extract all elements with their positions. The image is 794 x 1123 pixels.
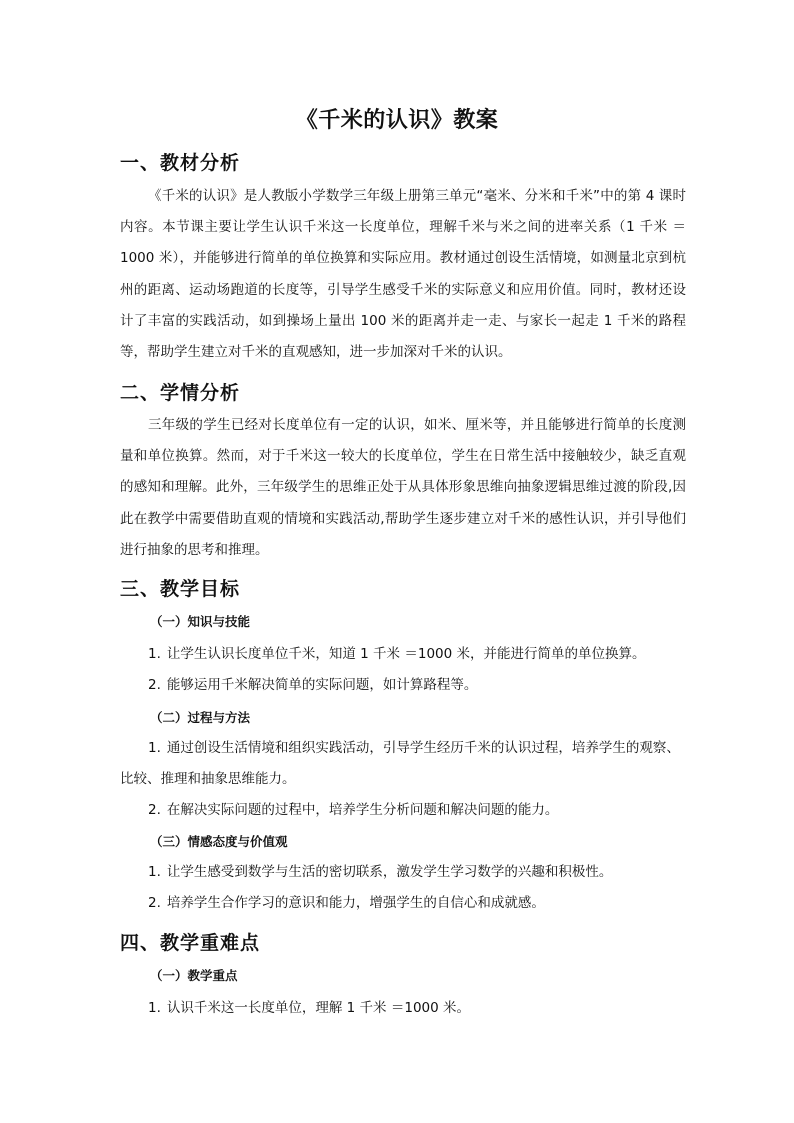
subsection-heading-key-points: （一）教学重点 bbox=[150, 968, 238, 983]
item-text: 让学生认识长度单位千米，知道 1 千米 ＝1000 米，并能进行简单的单位换算。 bbox=[166, 646, 646, 662]
list-item bbox=[120, 670, 680, 701]
list-item bbox=[120, 888, 680, 919]
subsection-heading-process: （二）过程与方法 bbox=[150, 710, 251, 725]
item-text: 让学生感受到数学与生活的密切联系，激发学生学习数学的兴趣和积极性。 bbox=[166, 864, 613, 880]
section-paragraph-1: 《千米的认识》是人教版小学数学三年级上册第三单元“毫米、分米和千米”中的第 4 课时内容。本节课主要让学生认识千米这一长度单位，理解千米与米之间的进率关系（1 千米 ＝1000 米），并能够进行简单的单位换算和实际应用。教材通过创设生活情境，如测量北京到杭州的距离、运动场跑道的长度等，引导学生感受千米的实际意义和应用价值。同时，教材还设计了丰富的实践活动，如到操场上量出 100 米的距离并走一走、与家长一起走 1 千米的路程等，帮助学生建立对千米的直观感知，进一步加深对千米的认识。 bbox=[120, 188, 686, 361]
list-item bbox=[120, 795, 680, 826]
item-number: 1. bbox=[148, 646, 161, 662]
subsection-heading-knowledge: （一）知识与技能 bbox=[150, 614, 251, 629]
item-number: 1. bbox=[148, 864, 161, 880]
section-heading-2: 二、学情分析 bbox=[120, 382, 241, 404]
item-number: 2. bbox=[148, 802, 161, 818]
item-number: 1. bbox=[148, 1000, 161, 1016]
list-item bbox=[120, 993, 680, 1024]
item-text: 培养学生合作学习的意识和能力，增强学生的自信心和成就感。 bbox=[166, 895, 545, 911]
item-text: 认识千米这一长度单位，理解 1 千米 ＝1000 米。 bbox=[166, 1000, 471, 1016]
list-item bbox=[120, 733, 680, 795]
document-title: 《千米的认识》教案 bbox=[295, 108, 499, 133]
item-text: 能够运用千米解决简单的实际问题，如计算路程等。 bbox=[166, 677, 478, 693]
subsection-heading-attitude: （三）情感态度与价值观 bbox=[150, 834, 288, 849]
item-number: 2. bbox=[148, 895, 161, 911]
item-text: 在解决实际问题的过程中，培养学生分析问题和解决问题的能力。 bbox=[166, 802, 559, 818]
section-heading-1: 一、教材分析 bbox=[120, 152, 241, 174]
section-paragraph-2: 三年级的学生已经对长度单位有一定的认识，如米、厘米等，并且能够进行简单的长度测量和单位换算。然而，对于千米这一较大的长度单位，学生在日常生活中接触较少，缺乏直观的感知和理解。此外，三年级学生的思维正处于从具体形象思维向抽象逻辑思维过渡的阶段,因此在教学中需要借助直观的情境和实践活动,帮助学生逐步建立对千米的感性认识，并引导他们进行抽象的思考和推理。 bbox=[120, 417, 686, 558]
list-item bbox=[120, 639, 680, 670]
section-heading-4: 四、教学重难点 bbox=[120, 932, 261, 954]
item-text: 通过创设生活情境和组织实践活动，引导学生经历千米的认识过程，培养学生的观察、比较、推理和抽象思维能力。 bbox=[120, 740, 680, 787]
item-number: 1. bbox=[148, 740, 161, 756]
section-heading-3: 三、教学目标 bbox=[120, 578, 241, 600]
list-item bbox=[120, 857, 680, 888]
item-number: 2. bbox=[148, 677, 161, 693]
